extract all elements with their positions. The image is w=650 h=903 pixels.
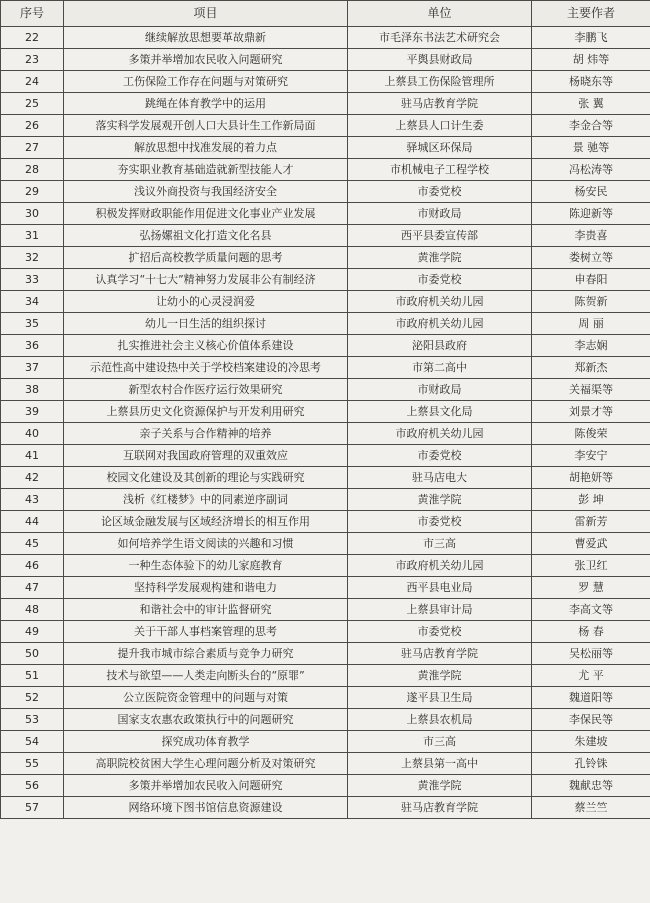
table-row <box>1 621 650 643</box>
table-row <box>1 423 650 445</box>
row-number: 48 <box>1 599 64 621</box>
table-row <box>1 181 650 203</box>
row-title: 高职院校贫困大学生心理问题分析及对策研究 <box>64 753 348 775</box>
row-number: 39 <box>1 401 64 423</box>
row-number: 50 <box>1 643 64 665</box>
row-number: 33 <box>1 269 64 291</box>
table-row <box>1 379 650 401</box>
row-unit: 驻马店教育学院 <box>348 797 532 819</box>
row-number: 57 <box>1 797 64 819</box>
row-author: 孔铃铢 <box>532 753 650 775</box>
row-number: 34 <box>1 291 64 313</box>
table-row <box>1 445 650 467</box>
row-number: 38 <box>1 379 64 401</box>
row-unit: 驻马店教育学院 <box>348 93 532 115</box>
row-author: 魏道阳等 <box>532 687 650 709</box>
table-row <box>1 643 650 665</box>
row-title: 公立医院资金管理中的问题与对策 <box>64 687 348 709</box>
row-unit: 市政府机关幼儿园 <box>348 313 532 335</box>
row-unit: 黄淮学院 <box>348 775 532 797</box>
row-title: 校园文化建设及其创新的理论与实践研究 <box>64 467 348 489</box>
row-unit: 上蔡县文化局 <box>348 401 532 423</box>
row-author: 娄树立等 <box>532 247 650 269</box>
table-row <box>1 115 650 137</box>
row-title: 落实科学发展观开创人口大县计生工作新局面 <box>64 115 348 137</box>
row-author: 杨晓东等 <box>532 71 650 93</box>
row-title: 一种生态体验下的幼儿家庭教育 <box>64 555 348 577</box>
row-title: 国家支农惠农政策执行中的问题研究 <box>64 709 348 731</box>
row-title: 网络环境下图书馆信息资源建设 <box>64 797 348 819</box>
table-row <box>1 533 650 555</box>
row-author: 冯松涛等 <box>532 159 650 181</box>
table-row <box>1 71 650 93</box>
row-author: 罗 慧 <box>532 577 650 599</box>
row-unit: 市财政局 <box>348 203 532 225</box>
row-unit: 黄淮学院 <box>348 489 532 511</box>
row-unit: 驻马店电大 <box>348 467 532 489</box>
table-row <box>1 269 650 291</box>
row-title: 多策并举增加农民收入问题研究 <box>64 775 348 797</box>
row-author: 李志娴 <box>532 335 650 357</box>
row-unit: 市政府机关幼儿园 <box>348 555 532 577</box>
table-body <box>1 27 650 819</box>
row-unit: 驻马店教育学院 <box>348 643 532 665</box>
row-unit: 市机械电子工程学校 <box>348 159 532 181</box>
row-title: 解放思想中找准发展的着力点 <box>64 137 348 159</box>
row-number: 32 <box>1 247 64 269</box>
row-title: 认真学习“十七大”精神努力发展非公有制经济 <box>64 269 348 291</box>
row-unit: 黄淮学院 <box>348 247 532 269</box>
row-number: 44 <box>1 511 64 533</box>
row-title: 弘扬嫘祖文化打造文化名县 <box>64 225 348 247</box>
row-author: 刘景才等 <box>532 401 650 423</box>
row-title: 新型农村合作医疗运行效果研究 <box>64 379 348 401</box>
table-row <box>1 159 650 181</box>
row-number: 26 <box>1 115 64 137</box>
row-title: 夯实职业教育基础造就新型技能人才 <box>64 159 348 181</box>
table-row <box>1 577 650 599</box>
row-number: 42 <box>1 467 64 489</box>
row-author: 曹爱武 <box>532 533 650 555</box>
table-row <box>1 731 650 753</box>
row-unit: 泌阳县政府 <box>348 335 532 357</box>
row-title: 扩招后高校教学质量问题的思考 <box>64 247 348 269</box>
row-unit: 市委党校 <box>348 269 532 291</box>
row-number: 43 <box>1 489 64 511</box>
row-unit: 上蔡县审计局 <box>348 599 532 621</box>
row-unit: 市委党校 <box>348 621 532 643</box>
row-title: 和谐社会中的审计监督研究 <box>64 599 348 621</box>
table-row <box>1 753 650 775</box>
row-title: 如何培养学生语文阅读的兴趣和习惯 <box>64 533 348 555</box>
row-author: 陈迎新等 <box>532 203 650 225</box>
row-author: 尤 平 <box>532 665 650 687</box>
row-number: 47 <box>1 577 64 599</box>
row-author: 吴松丽等 <box>532 643 650 665</box>
table-row <box>1 797 650 819</box>
row-unit: 上蔡县工伤保险管理所 <box>348 71 532 93</box>
row-title: 互联网对我国政府管理的双重效应 <box>64 445 348 467</box>
row-number: 31 <box>1 225 64 247</box>
row-title: 亲子关系与合作精神的培养 <box>64 423 348 445</box>
row-unit: 市毛泽东书法艺术研究会 <box>348 27 532 49</box>
row-unit: 市政府机关幼儿园 <box>348 423 532 445</box>
row-number: 22 <box>1 27 64 49</box>
table-row <box>1 665 650 687</box>
row-author: 李贵喜 <box>532 225 650 247</box>
table-row <box>1 357 650 379</box>
row-number: 41 <box>1 445 64 467</box>
row-title: 跳绳在体育教学中的运用 <box>64 93 348 115</box>
row-author: 李保民等 <box>532 709 650 731</box>
row-number: 25 <box>1 93 64 115</box>
row-title: 坚持科学发展观构建和谐电力 <box>64 577 348 599</box>
row-author: 蔡兰竺 <box>532 797 650 819</box>
table-row <box>1 467 650 489</box>
table-row <box>1 137 650 159</box>
row-title: 论区域金融发展与区域经济增长的相互作用 <box>64 511 348 533</box>
table-row <box>1 511 650 533</box>
row-author: 雷新芳 <box>532 511 650 533</box>
row-title: 提升我市城市综合素质与竞争力研究 <box>64 643 348 665</box>
row-unit: 市政府机关幼儿园 <box>348 291 532 313</box>
row-author: 杨 春 <box>532 621 650 643</box>
row-title: 扎实推进社会主义核心价值体系建设 <box>64 335 348 357</box>
row-title: 幼儿一日生活的组织探讨 <box>64 313 348 335</box>
row-title: 继续解放思想要革故鼎新 <box>64 27 348 49</box>
row-author: 关福渠等 <box>532 379 650 401</box>
row-author: 胡艳妍等 <box>532 467 650 489</box>
row-title: 上蔡县历史文化资源保护与开发利用研究 <box>64 401 348 423</box>
row-author: 周 丽 <box>532 313 650 335</box>
table-row <box>1 709 650 731</box>
table-row <box>1 599 650 621</box>
row-unit: 西平县委宣传部 <box>348 225 532 247</box>
table-row <box>1 687 650 709</box>
row-author: 彭 坤 <box>532 489 650 511</box>
row-title: 让幼小的心灵浸润爱 <box>64 291 348 313</box>
row-unit: 市委党校 <box>348 181 532 203</box>
row-number: 46 <box>1 555 64 577</box>
row-title: 关于干部人事档案管理的思考 <box>64 621 348 643</box>
row-title: 浅析《红楼梦》中的同素逆序副词 <box>64 489 348 511</box>
table-row <box>1 775 650 797</box>
row-number: 56 <box>1 775 64 797</box>
row-number: 27 <box>1 137 64 159</box>
row-unit: 遂平县卫生局 <box>348 687 532 709</box>
table-row <box>1 203 650 225</box>
row-unit: 上蔡县第一高中 <box>348 753 532 775</box>
table-row <box>1 313 650 335</box>
table-row <box>1 291 650 313</box>
row-unit: 黄淮学院 <box>348 665 532 687</box>
row-author: 张卫红 <box>532 555 650 577</box>
row-number: 23 <box>1 49 64 71</box>
row-title: 多策并举增加农民收入问题研究 <box>64 49 348 71</box>
row-number: 29 <box>1 181 64 203</box>
row-unit: 市三高 <box>348 731 532 753</box>
row-number: 30 <box>1 203 64 225</box>
table-row <box>1 489 650 511</box>
table-row <box>1 27 650 49</box>
table-row <box>1 93 650 115</box>
row-number: 54 <box>1 731 64 753</box>
row-unit: 上蔡县农机局 <box>348 709 532 731</box>
table-row <box>1 335 650 357</box>
row-unit: 平舆县财政局 <box>348 49 532 71</box>
row-number: 51 <box>1 665 64 687</box>
table-row <box>1 401 650 423</box>
row-number: 55 <box>1 753 64 775</box>
row-number: 40 <box>1 423 64 445</box>
row-number: 49 <box>1 621 64 643</box>
header-no: 序号 <box>1 1 64 27</box>
row-unit: 西平县电业局 <box>348 577 532 599</box>
row-author: 李鹏飞 <box>532 27 650 49</box>
row-title: 工伤保险工作存在问题与对策研究 <box>64 71 348 93</box>
row-author: 李高文等 <box>532 599 650 621</box>
row-unit: 上蔡县人口计生委 <box>348 115 532 137</box>
row-number: 24 <box>1 71 64 93</box>
table-row <box>1 247 650 269</box>
row-unit: 市财政局 <box>348 379 532 401</box>
row-author: 申春阳 <box>532 269 650 291</box>
row-author: 张 翼 <box>532 93 650 115</box>
row-number: 52 <box>1 687 64 709</box>
row-author: 杨安民 <box>532 181 650 203</box>
table-row <box>1 555 650 577</box>
row-author: 景 驰等 <box>532 137 650 159</box>
row-unit: 市三高 <box>348 533 532 555</box>
row-author: 陈俊荣 <box>532 423 650 445</box>
row-number: 53 <box>1 709 64 731</box>
row-number: 28 <box>1 159 64 181</box>
row-author: 魏献忠等 <box>532 775 650 797</box>
row-unit: 市第二高中 <box>348 357 532 379</box>
table-row <box>1 225 650 247</box>
row-title: 技术与欲望——人类走向断头台的“原罪” <box>64 665 348 687</box>
row-title: 示范性高中建设热中关于学校档案建设的冷思考 <box>64 357 348 379</box>
row-author: 朱建坡 <box>532 731 650 753</box>
header-unit: 单位 <box>348 1 532 27</box>
table-row <box>1 49 650 71</box>
row-author: 陈贺新 <box>532 291 650 313</box>
header-author: 主要作者 <box>532 1 650 27</box>
row-author: 李安宁 <box>532 445 650 467</box>
row-title: 积极发挥财政职能作用促进文化事业产业发展 <box>64 203 348 225</box>
header-title: 项目 <box>64 1 348 27</box>
row-number: 35 <box>1 313 64 335</box>
row-title: 探究成功体育教学 <box>64 731 348 753</box>
row-unit: 驿城区环保局 <box>348 137 532 159</box>
table-header-row <box>1 1 650 27</box>
row-author: 郑新杰 <box>532 357 650 379</box>
row-number: 37 <box>1 357 64 379</box>
row-author: 李金合等 <box>532 115 650 137</box>
row-number: 45 <box>1 533 64 555</box>
row-unit: 市委党校 <box>348 511 532 533</box>
row-author: 胡 炜等 <box>532 49 650 71</box>
row-unit: 市委党校 <box>348 445 532 467</box>
row-number: 36 <box>1 335 64 357</box>
row-title: 浅议外商投资与我国经济安全 <box>64 181 348 203</box>
